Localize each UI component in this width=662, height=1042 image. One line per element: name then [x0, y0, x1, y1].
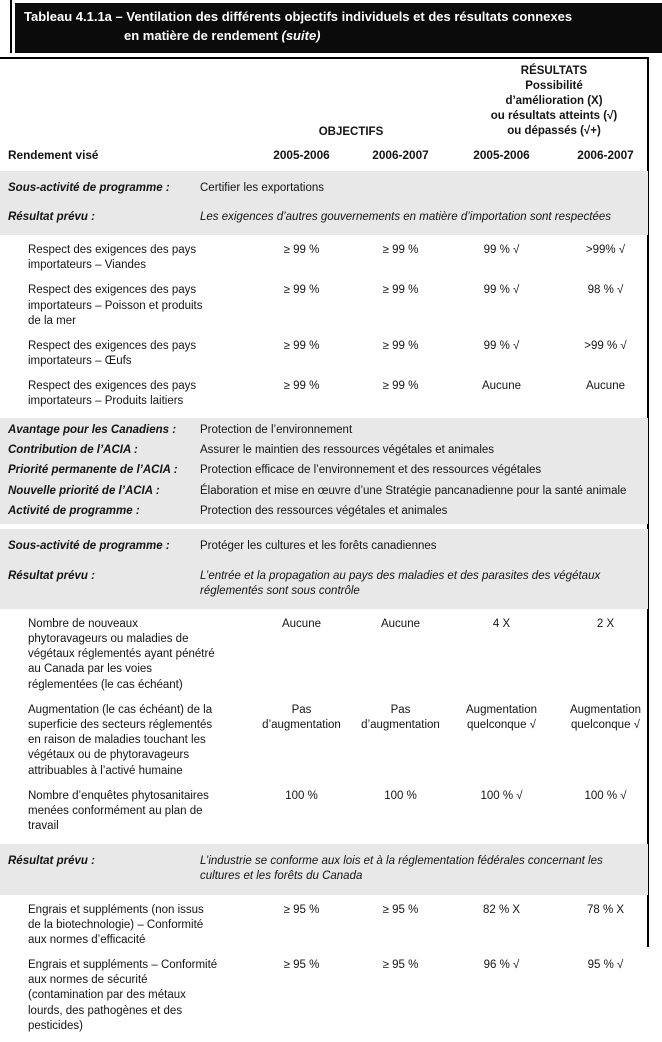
row-label: Respect des exigences des pays importateurs – Produits laitiers — [28, 380, 197, 408]
cell-objectif-2006-2007: ≥ 99 % — [382, 339, 419, 352]
context-label: Priorité permanente de l’ACIA : — [8, 464, 178, 477]
table-title-bar — [15, 3, 662, 53]
row-label: Engrais et suppléments – Conformité aux normes de sécurité (contamination par des métaux lourds, des pathogènes et des pesticides) — [28, 959, 218, 1032]
table-row — [0, 612, 648, 698]
resultat-prevu-label: Résultat prévu : — [8, 210, 95, 223]
resultats-header-line: ou résultats atteints (√) — [490, 109, 618, 122]
resultat-prevu-row — [0, 203, 648, 232]
sous-activite-label: Sous-activité de programme : — [8, 540, 170, 553]
section-band-proteger-cultures — [0, 529, 648, 609]
row-label: Nombre de nouveaux phytoravageurs ou maladies de végétaux réglementés ayant pénétré au Canada par les voies réglementées (le cas échéant) — [28, 617, 215, 691]
context-label: Activité de programme : — [8, 504, 140, 517]
context-label: Nouvelle priorité de l’ACIA : — [8, 484, 160, 497]
context-label: Contribution de l’ACIA : — [8, 444, 138, 457]
cell-resultat-2006-2007: 100 % √ — [584, 789, 627, 802]
cell-resultat-2005-2006: 4 X — [492, 617, 511, 630]
cell-objectif-2006-2007: ≥ 95 % — [382, 959, 419, 972]
cell-resultat-2006-2007: >99% √ — [585, 244, 626, 257]
cell-resultat-2005-2006: 99 % √ — [483, 339, 520, 352]
resultats-header-line: d’amélioration (X) — [505, 94, 603, 107]
cell-objectif-2005-2006: ≥ 95 % — [283, 903, 320, 916]
context-row — [0, 481, 648, 501]
row-label: Respect des exigences des pays importateurs – Œufs — [28, 339, 197, 368]
cell-resultat-2006-2007: 78 % X — [586, 903, 625, 916]
table-title-suite: (suite) — [281, 27, 321, 43]
context-row — [0, 501, 648, 521]
context-value: Élaboration et mise en œuvre d’une Stratégie pancanadienne pour la santé animale — [200, 484, 627, 497]
context-value: Protection de l’environnement — [200, 424, 353, 437]
year-col-objectifs-2005-2006: 2005-2006 — [273, 147, 330, 162]
cell-resultat-2006-2007: Aucune — [585, 380, 625, 393]
sous-activite-row — [0, 174, 648, 203]
context-value: Assurer le maintien des ressources végétales et animales — [200, 444, 495, 457]
cell-objectif-2005-2006: Aucune — [281, 617, 321, 630]
table-row — [0, 898, 648, 954]
cell-objectif-2006-2007: Aucune — [380, 617, 420, 630]
cell-resultat-2006-2007: 2 X — [596, 617, 615, 630]
cell-objectif-2006-2007: ≥ 99 % — [382, 244, 419, 257]
table-content — [0, 62, 648, 1042]
year-col-objectifs-2006-2007: 2006-2007 — [372, 147, 429, 162]
resultat-prevu-label: Résultat prévu : — [8, 855, 95, 868]
year-header-row — [0, 148, 648, 171]
cell-resultat-2006-2007: >99 % √ — [584, 339, 627, 352]
top-rule — [0, 57, 649, 59]
sous-activite-value: Certifier les exportations — [200, 181, 324, 194]
section-band-industrie — [0, 844, 648, 894]
cell-objectif-2006-2007: ≥ 99 % — [382, 284, 419, 297]
cell-objectif-2006-2007: ≥ 95 % — [382, 903, 419, 916]
header-spacer — [0, 62, 252, 139]
context-value: Protection des ressources végétales et animales — [200, 504, 448, 517]
row-label: Engrais et suppléments (non issus de la biotechnologie) – Conformité aux normes d’efficacité — [28, 903, 204, 946]
resultats-header-line: RÉSULTATS — [520, 65, 588, 77]
objectifs-header: OBJECTIFS — [318, 125, 384, 138]
resultats-header — [450, 62, 658, 139]
cell-objectif-2006-2007: ≥ 99 % — [382, 380, 419, 393]
column-header-row — [0, 62, 648, 139]
resultat-prevu-row — [0, 562, 648, 606]
cell-resultat-2005-2006: Aucune — [481, 380, 521, 393]
table-title-line2 — [124, 27, 652, 46]
row-label: Respect des exigences des pays importateurs – Poisson et produits de la mer — [28, 284, 203, 327]
row-label: Nombre d’enquêtes phytosanitaires menées conformément au plan de travail — [28, 789, 209, 833]
resultat-prevu-label: Résultat prévu : — [8, 569, 95, 582]
cell-resultat-2005-2006: 82 % X — [482, 903, 521, 916]
cell-resultat-2006-2007: Augmentation quelconque √ — [570, 703, 641, 731]
sous-activite-row — [0, 532, 648, 561]
resultat-prevu-value: L’industrie se conforme aux lois et à la réglementation fédérales concernant les cultures et les forêts du Canada — [200, 855, 603, 883]
context-row — [0, 461, 648, 481]
cell-resultat-2006-2007: 95 % √ — [587, 959, 624, 972]
year-col-resultats-2006-2007: 2006-2007 — [577, 147, 634, 162]
table-row — [0, 953, 648, 1039]
context-value: Protection efficace de l’environnement et des ressources végétales — [200, 464, 542, 477]
cell-objectif-2005-2006: ≥ 99 % — [283, 244, 320, 257]
cell-objectif-2005-2006: Pas d’augmentation — [262, 703, 341, 731]
table-row — [0, 238, 648, 278]
resultats-header-line: ou dépassés (√+) — [507, 124, 601, 137]
data-group-phytosanitaire — [0, 612, 648, 839]
context-row — [0, 421, 648, 441]
table-row — [0, 278, 648, 334]
table-row — [0, 374, 648, 414]
sous-activite-label: Sous-activité de programme : — [8, 181, 170, 194]
row-label: Respect des exigences des pays importateurs – Viandes — [28, 244, 197, 272]
data-group-engrais — [0, 898, 648, 1039]
table-row — [0, 334, 648, 374]
resultat-prevu-value: Les exigences d’autres gouvernements en matière d’importation sont respectées — [200, 210, 612, 223]
section-band-certifier-exportations — [0, 171, 648, 235]
cell-objectif-2005-2006: ≥ 95 % — [283, 959, 320, 972]
table-title-frame — [10, 0, 662, 53]
table-row — [0, 698, 648, 784]
context-band — [0, 418, 648, 525]
sous-activite-value: Protéger les cultures et les forêts canadiennes — [200, 540, 437, 553]
cell-resultat-2006-2007: 98 % √ — [587, 284, 624, 297]
context-row — [0, 441, 648, 461]
table-row — [0, 784, 648, 840]
cell-resultat-2005-2006: 96 % √ — [483, 959, 520, 972]
table-title-line2-text: en matière de rendement — [124, 27, 282, 43]
cell-objectif-2005-2006: ≥ 99 % — [283, 284, 320, 297]
table-title-line1: Tableau 4.1.1a – Ventilation des différents objectifs individuels et des résultats connexes — [24, 9, 573, 24]
cell-resultat-2005-2006: 100 % √ — [480, 789, 523, 802]
cell-objectif-2005-2006: ≥ 99 % — [283, 380, 320, 393]
row-label: Augmentation (le cas échéant) de la superficie des secteurs réglementés en raison de maladies touchant les végétaux ou de phytoravageurs attribuables à l’activé humaine — [28, 703, 213, 777]
resultat-prevu-row — [0, 847, 648, 891]
cell-objectif-2005-2006: 100 % — [285, 789, 318, 802]
cell-resultat-2005-2006: Augmentation quelconque √ — [466, 703, 537, 731]
rendement-vise-header: Rendement visé — [8, 147, 99, 162]
cell-objectif-2005-2006: ≥ 99 % — [283, 339, 320, 352]
cell-objectif-2006-2007: 100 % — [384, 789, 417, 802]
data-group-exportations — [0, 238, 648, 415]
year-col-resultats-2005-2006: 2005-2006 — [473, 147, 530, 162]
resultat-prevu-value: L’entrée et la propagation au pays des maladies et des parasites des végétaux réglementés sont sous contrôle — [200, 569, 601, 597]
cell-objectif-2006-2007: Pas d’augmentation — [361, 703, 440, 731]
context-label: Avantage pour les Canadiens : — [8, 424, 177, 437]
cell-resultat-2005-2006: 99 % √ — [483, 284, 520, 297]
resultats-header-line: Possibilité — [525, 79, 583, 92]
cell-resultat-2005-2006: 99 % √ — [483, 244, 520, 257]
